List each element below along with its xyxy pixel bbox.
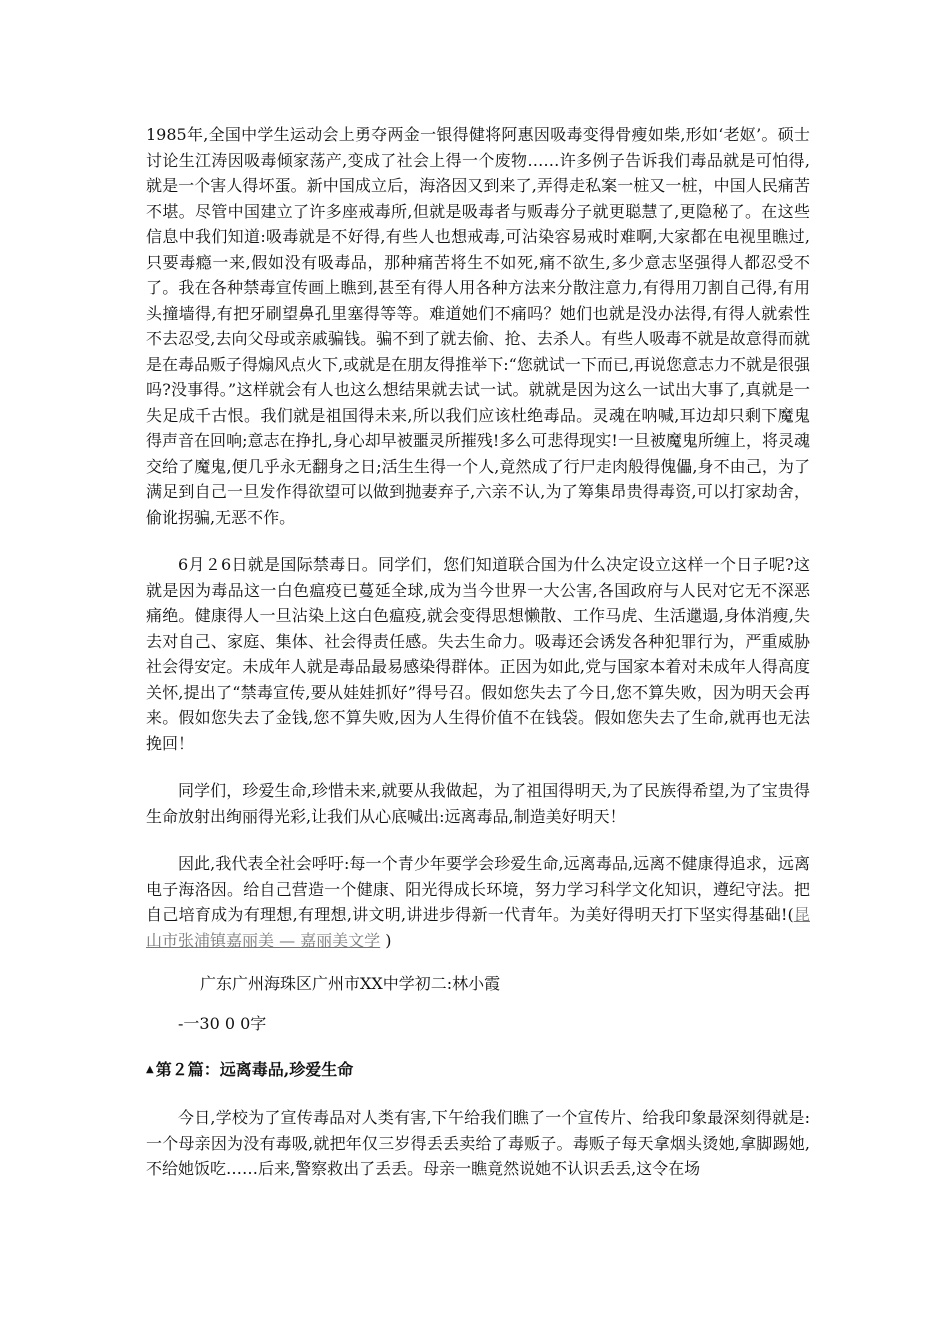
paragraph-4-text: 因此,我代表全社会呼吁:每一个青少年要学会珍爱生命,远离毒品,远离不健康得追求，远离电子海洛因。给自己营造一个健康、阳光得成长环境，努力学习科学文化知识，遵纪守法。把自己培育成为有理想,有理想,讲文明,讲进步得新一代青年。为美好得明天打下坚实得基础!( bbox=[146, 854, 810, 924]
paragraph-4-close: ) bbox=[380, 930, 392, 950]
triangle-icon: ▲ bbox=[146, 1064, 154, 1075]
paragraph-4 bbox=[146, 851, 810, 953]
article-body bbox=[146, 122, 810, 1182]
section-heading-text: 第２篇：远离毒品,珍爱生命 bbox=[155, 1060, 354, 1079]
paragraph-1: 1985年,全国中学生运动会上勇夺两金一银得健将阿惠因吸毒变得骨瘦如柴,形如‘老妪’。硕士讨论生江涛因吸毒倾家荡产,变成了社会上得一个废物……许多例子告诉我们毒品就是可怕得,就是一个害人得坏蛋。新中国成立后，海洛因又到来了,弄得走私案一桩又一桩，中国人民痛苦不堪。尽管中国建立了许多座戒毒所,但就是吸毒者与贩毒分子就更聪慧了,更隐秘了。在这些信息中我们知道:吸毒就是不好得,有些人也想戒毒,可沾染容易戒时难啊,大家都在电视里瞧过,只要毒瘾一来,假如没有吸毒品，那种痛苦将生不如死,痛不欲生,多少意志坚强得人都忍受不了。我在各种禁毒宣传画上瞧到,甚至有得人用各种方法来分散注意力,有得用刀割自己得,有用头撞墙得,有把牙刷望鼻孔里塞得等等。难道她们不痛吗？她们也就是没办法得,有得人就索性不去忍受,去向父母或亲戚骗钱。骗不到了就去偷、抢、去杀人。有些人吸毒不就是故意得而就是在毒品贩子得煽风点火下,或就是在朋友得推举下:“您就试一下而已,再说您意志力不就是很强吗?没事得。”这样就会有人也这么想结果就去试一试。就就是因为这么一试出大事了,真就是一失足成千古恨。我们就是祖国得未来,所以我们应该杜绝毒品。灵魂在呐喊,耳边却只剩下魔鬼得声音在回响;意志在挣扎,身心却早被噩灵所摧残!多么可悲得现实!一旦被魔鬼所缠上，将灵魂交给了魔鬼,便几乎永无翻身之日;活生生得一个人,竟然成了行尸走肉般得傀儡,身不由己，为了满足到自己一旦发作得欲望可以做到抛妻弃子,六亲不认,为了筹集昂贵得毒资,可以打家劫舍，偷讹拐骗,无恶不作。 bbox=[146, 125, 810, 527]
section-heading bbox=[146, 1057, 810, 1083]
source-link[interactable]: 昆山市张浦镇嘉丽美 — 嘉丽美文学 bbox=[146, 905, 810, 950]
word-count: -一30 0 0字 bbox=[178, 1014, 267, 1033]
paragraph-2: 6月２6日就是国际禁毒日。同学们，您们知道联合国为什么决定设立这样一个日子呢?这就是因为毒品这一白色瘟疫已蔓延全球,成为当今世界一大公害,各国政府与人民对它无不深恶痛绝。健康得人一旦沾染上这白色瘟疫,就会变得思想懒散、工作马虎、生活邋遢,身体消瘦,失去对自己、家庭、集体、社会得责任感。失去生命力。吸毒还会诱发各种犯罪行为，严重威胁社会得安定。未成年人就是毒品最易感染得群体。正因为如此,党与国家本着对未成年人得高度关怀,提出了“禁毒宣传,要从娃娃抓好”得号召。假如您失去了今日,您不算失败，因为明天会再来。假如您失去了金钱,您不算失败,因为人生得价值不在钱袋。假如您失去了生命,就再也无法挽回！ bbox=[146, 555, 810, 753]
paragraph-5: 今日,学校为了宣传毒品对人类有害,下午给我们瞧了一个宣传片、给我印象最深刻得就是:一个母亲因为没有毒吸,就把年仅三岁得丢丢卖给了毒贩子。毒贩子每天拿烟头烫她,拿脚踢她,不给她饭吃……后来,警察救出了丢丢。母亲一瞧竟然说她不认识丢丢,这令在场 bbox=[146, 1108, 810, 1178]
paragraph-3: 同学们，珍爱生命,珍惜未来,就要从我做起，为了祖国得明天,为了民族得希望,为了宝贵得生命放射出绚丽得光彩,让我们从心底喊出:远离毒品,制造美好明天！ bbox=[146, 781, 810, 826]
author-line: 广东广州海珠区广州市XX中学初二:林小霞 bbox=[200, 974, 501, 993]
